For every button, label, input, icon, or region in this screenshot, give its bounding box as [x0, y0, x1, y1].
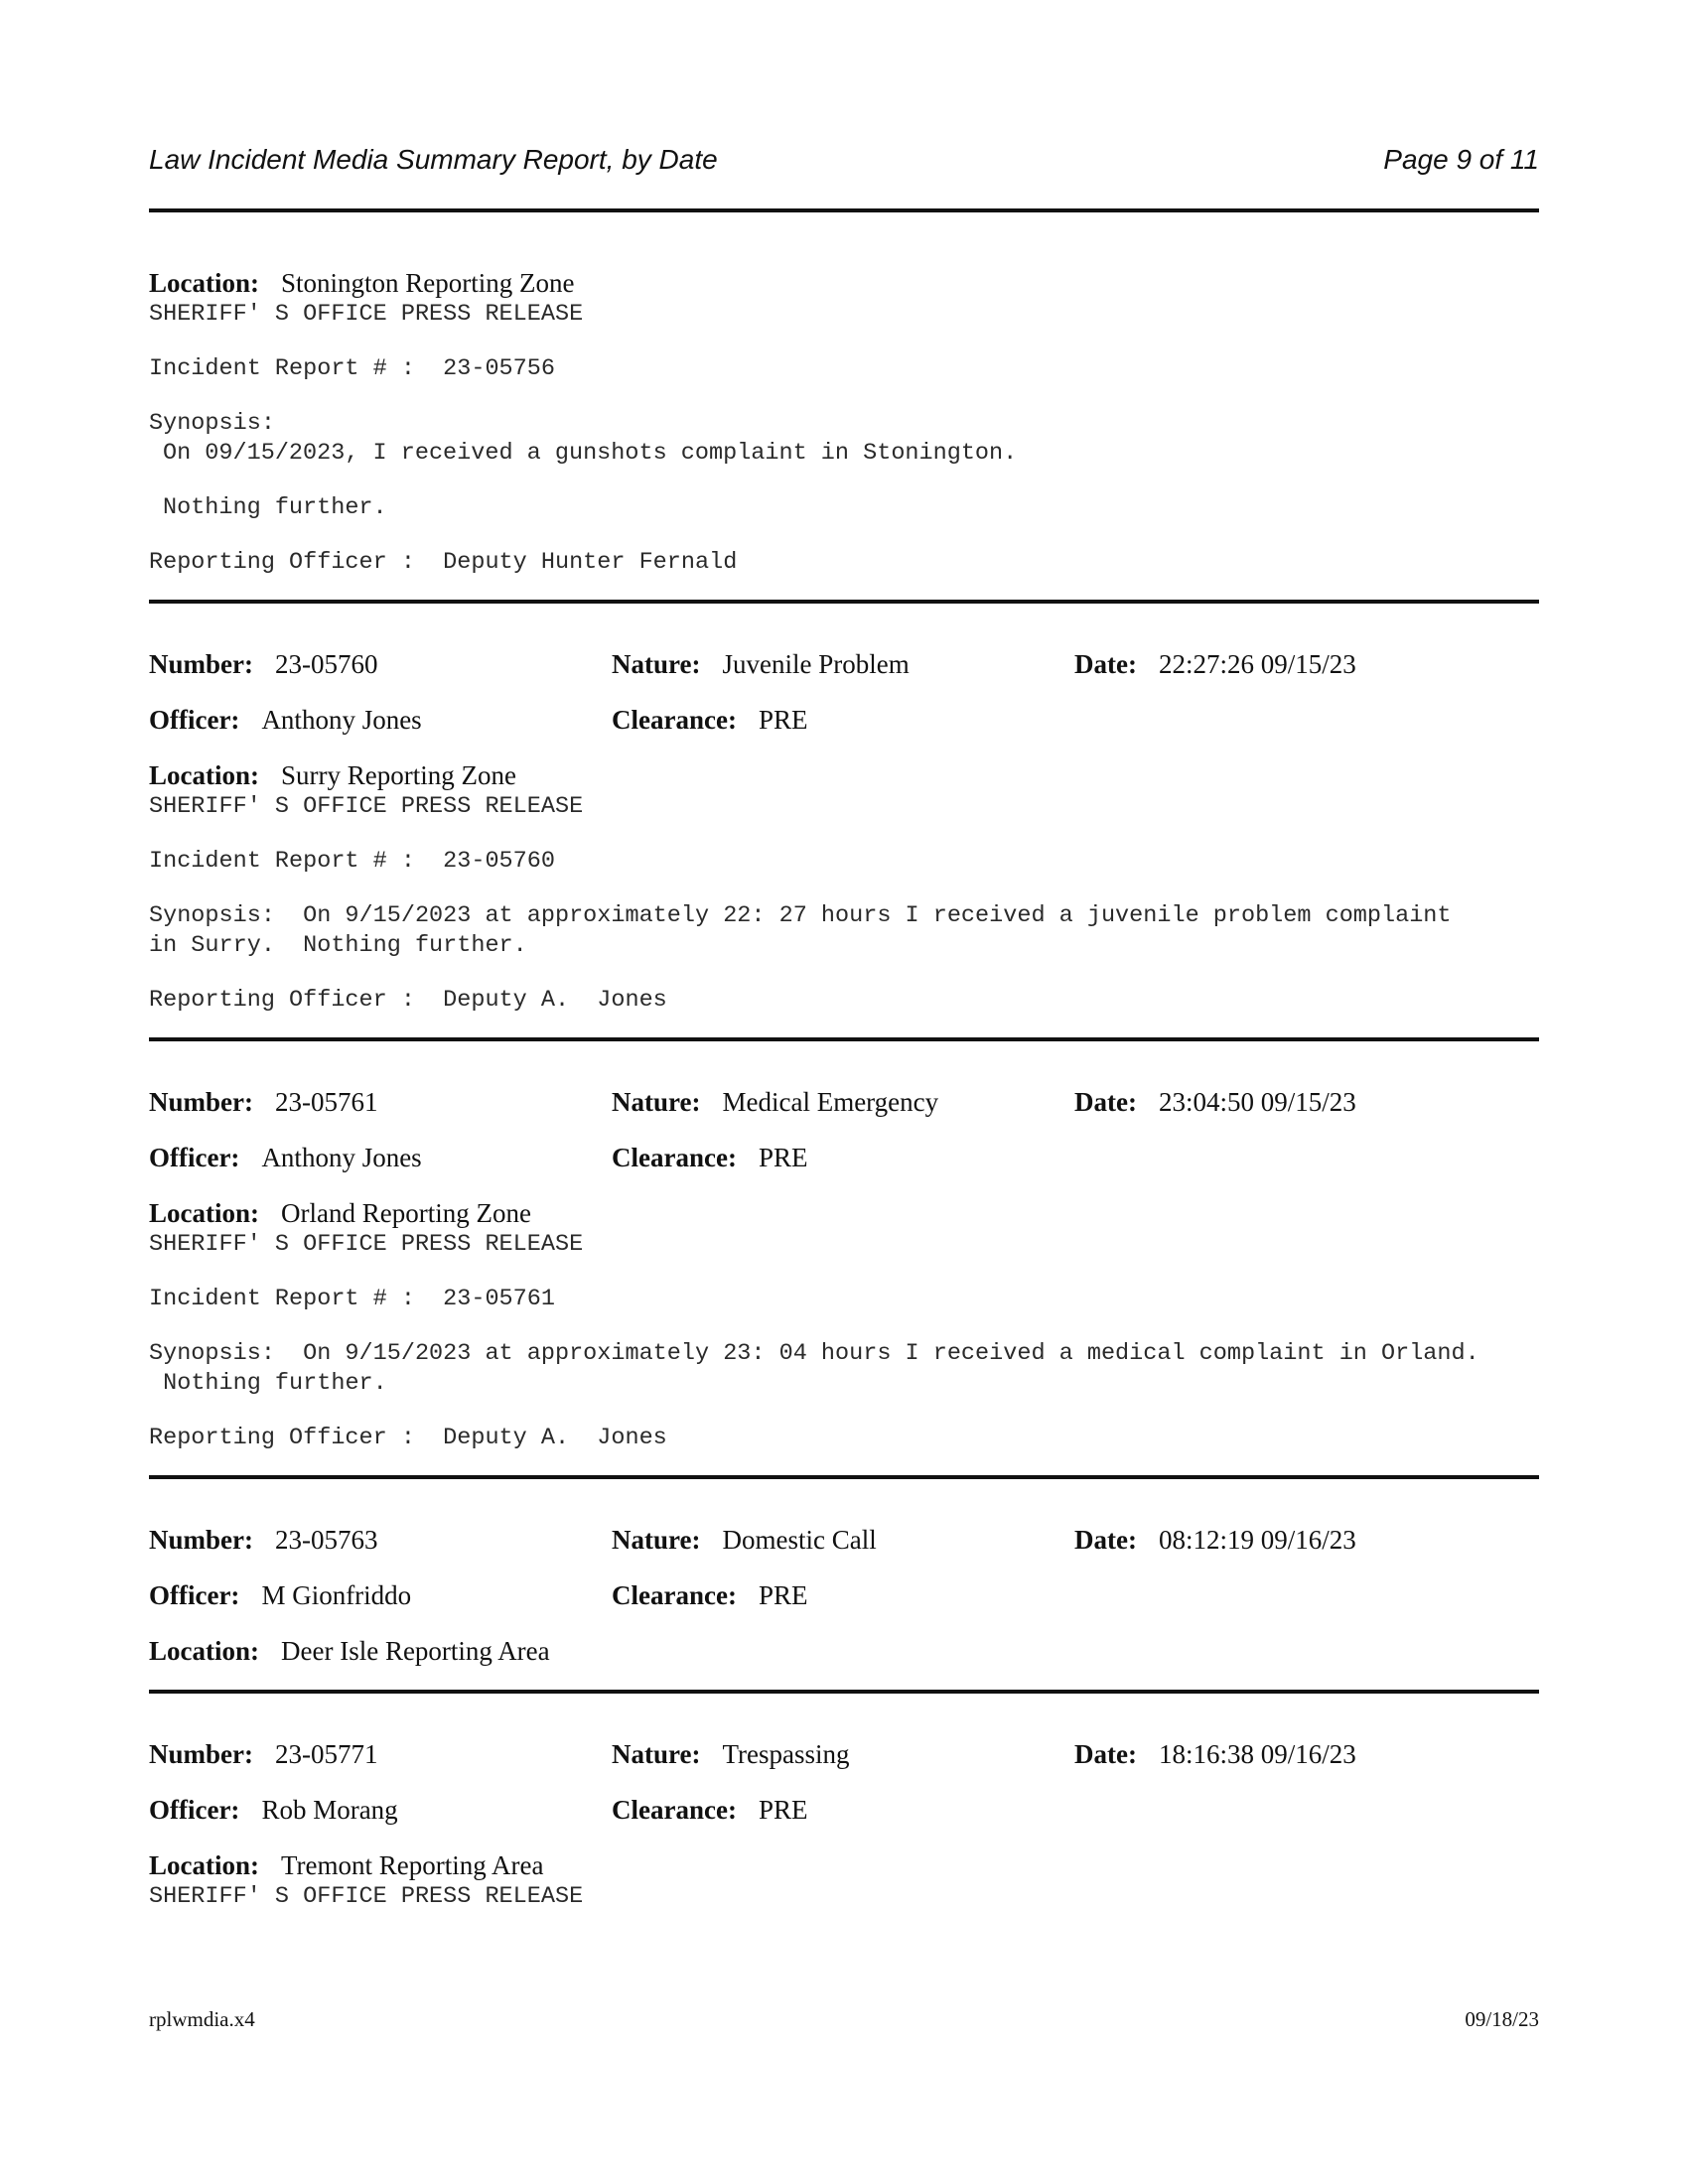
- date-field: [1074, 1523, 1356, 1557]
- location-row: [149, 758, 1539, 792]
- incident-summary-row: [149, 1085, 1539, 1119]
- nature-value: Trespassing: [722, 1739, 850, 1769]
- location-label: Location:: [149, 1850, 259, 1880]
- number-value: 23-05760: [274, 649, 378, 679]
- nature-value: Medical Emergency: [722, 1087, 939, 1117]
- location-value: Deer Isle Reporting Area: [281, 1636, 550, 1666]
- officer-field: [149, 703, 422, 737]
- section-divider: [149, 600, 1539, 604]
- number-value: 23-05763: [274, 1525, 378, 1555]
- synopsis-text: Nothing further.: [163, 494, 387, 521]
- clearance-value: PRE: [758, 705, 808, 735]
- clearance-field: [612, 1578, 807, 1612]
- synopsis-label: Synopsis:: [149, 410, 275, 437]
- incident-summary-row: [149, 1523, 1539, 1557]
- print-date: 09/18/23: [1465, 2007, 1539, 2031]
- incident-report-number: Incident Report # : 23-05756: [149, 355, 555, 382]
- incident-block: [149, 266, 1539, 578]
- clearance-label: Clearance:: [612, 1580, 737, 1610]
- clearance-label: Clearance:: [612, 1143, 737, 1172]
- date-field: [1074, 1737, 1356, 1771]
- reporting-officer: Reporting Officer : Deputy Hunter Fernald: [149, 549, 738, 576]
- date-label: Date:: [1074, 1087, 1137, 1117]
- incident-block: [149, 1085, 1539, 1453]
- date-value: 22:27:26 09/15/23: [1158, 649, 1356, 679]
- location-row: [149, 1196, 1539, 1230]
- incident-summary-row: [149, 647, 1539, 681]
- section-divider: [149, 1475, 1539, 1479]
- report-page: [149, 0, 1539, 2184]
- date-label: Date:: [1074, 1739, 1137, 1769]
- number-label: Number:: [149, 1087, 253, 1117]
- location-value: Tremont Reporting Area: [281, 1850, 544, 1880]
- officer-value: M Gionfriddo: [261, 1580, 412, 1610]
- officer-row: [149, 1141, 1539, 1174]
- incident-report-number: Incident Report # : 23-05761: [149, 1286, 555, 1312]
- clearance-value: PRE: [758, 1795, 808, 1825]
- nature-value: Domestic Call: [722, 1525, 877, 1555]
- nature-field: [612, 1737, 850, 1771]
- synopsis-text: Synopsis: On 9/15/2023 at approximately 23: 04 hours I received a medical complaint in Orland. Nothing further.: [149, 1340, 1479, 1397]
- officer-row: [149, 703, 1539, 737]
- nature-field: [612, 647, 910, 681]
- number-label: Number:: [149, 1525, 253, 1555]
- number-field: [149, 1523, 377, 1557]
- page-header: [149, 144, 1539, 184]
- clearance-value: PRE: [758, 1143, 808, 1172]
- incident-block: [149, 1523, 1539, 1668]
- nature-field: [612, 1523, 877, 1557]
- incident-summary-row: [149, 1737, 1539, 1771]
- date-field: [1074, 1085, 1356, 1119]
- reporting-officer: Reporting Officer : Deputy A. Jones: [149, 1425, 667, 1451]
- date-label: Date:: [1074, 649, 1137, 679]
- number-value: 23-05771: [274, 1739, 378, 1769]
- officer-row: [149, 1578, 1539, 1612]
- date-value: 18:16:38 09/16/23: [1158, 1739, 1356, 1769]
- location-label: Location:: [149, 1636, 259, 1666]
- press-release-heading: SHERIFF' S OFFICE PRESS RELEASE: [149, 793, 584, 820]
- location-row: [149, 266, 1539, 300]
- number-field: [149, 1737, 377, 1771]
- location-value: Orland Reporting Zone: [281, 1198, 531, 1228]
- date-field: [1074, 647, 1356, 681]
- synopsis-text: On 09/15/2023, I received a gunshots complaint in Stonington.: [163, 440, 1018, 467]
- officer-value: Anthony Jones: [261, 1143, 422, 1172]
- clearance-label: Clearance:: [612, 1795, 737, 1825]
- number-label: Number:: [149, 1739, 253, 1769]
- nature-field: [612, 1085, 938, 1119]
- location-row: [149, 1848, 1539, 1882]
- clearance-label: Clearance:: [612, 705, 737, 735]
- number-field: [149, 647, 377, 681]
- section-divider: [149, 1037, 1539, 1041]
- report-content: [149, 266, 1539, 1912]
- press-release-heading: SHERIFF' S OFFICE PRESS RELEASE: [149, 301, 584, 328]
- officer-value: Anthony Jones: [261, 705, 422, 735]
- clearance-value: PRE: [758, 1580, 808, 1610]
- officer-field: [149, 1793, 398, 1827]
- page-number: Page 9 of 11: [1383, 144, 1539, 175]
- report-code: rplwmdia.x4: [149, 2007, 255, 2031]
- section-divider: [149, 1690, 1539, 1694]
- nature-label: Nature:: [612, 1739, 701, 1769]
- date-value: 23:04:50 09/15/23: [1158, 1087, 1356, 1117]
- officer-field: [149, 1141, 422, 1174]
- officer-row: [149, 1793, 1539, 1827]
- officer-label: Officer:: [149, 1795, 240, 1825]
- press-release-heading: SHERIFF' S OFFICE PRESS RELEASE: [149, 1231, 584, 1258]
- officer-label: Officer:: [149, 1143, 240, 1172]
- officer-label: Officer:: [149, 705, 240, 735]
- nature-value: Juvenile Problem: [722, 649, 910, 679]
- location-label: Location:: [149, 760, 259, 790]
- location-value: Stonington Reporting Zone: [281, 268, 575, 298]
- synopsis-text: Synopsis: On 9/15/2023 at approximately 22: 27 hours I received a juvenile problem complaint in Surry. Nothing further.: [149, 902, 1452, 959]
- officer-label: Officer:: [149, 1580, 240, 1610]
- clearance-field: [612, 1793, 807, 1827]
- location-row: [149, 1634, 1539, 1668]
- location-label: Location:: [149, 1198, 259, 1228]
- date-label: Date:: [1074, 1525, 1137, 1555]
- report-title: Law Incident Media Summary Report, by Date: [149, 144, 718, 175]
- officer-field: [149, 1578, 411, 1612]
- incident-block: [149, 647, 1539, 1016]
- clearance-field: [612, 703, 807, 737]
- number-value: 23-05761: [274, 1087, 378, 1117]
- number-label: Number:: [149, 649, 253, 679]
- press-release-heading: SHERIFF' S OFFICE PRESS RELEASE: [149, 1883, 584, 1910]
- date-value: 08:12:19 09/16/23: [1158, 1525, 1356, 1555]
- clearance-field: [612, 1141, 807, 1174]
- incident-block: [149, 1737, 1539, 1912]
- number-field: [149, 1085, 377, 1119]
- nature-label: Nature:: [612, 649, 701, 679]
- location-label: Location:: [149, 268, 259, 298]
- nature-label: Nature:: [612, 1525, 701, 1555]
- location-value: Surry Reporting Zone: [281, 760, 516, 790]
- incident-report-number: Incident Report # : 23-05760: [149, 848, 555, 875]
- header-divider: [149, 208, 1539, 212]
- nature-label: Nature:: [612, 1087, 701, 1117]
- officer-value: Rob Morang: [261, 1795, 398, 1825]
- reporting-officer: Reporting Officer : Deputy A. Jones: [149, 987, 667, 1014]
